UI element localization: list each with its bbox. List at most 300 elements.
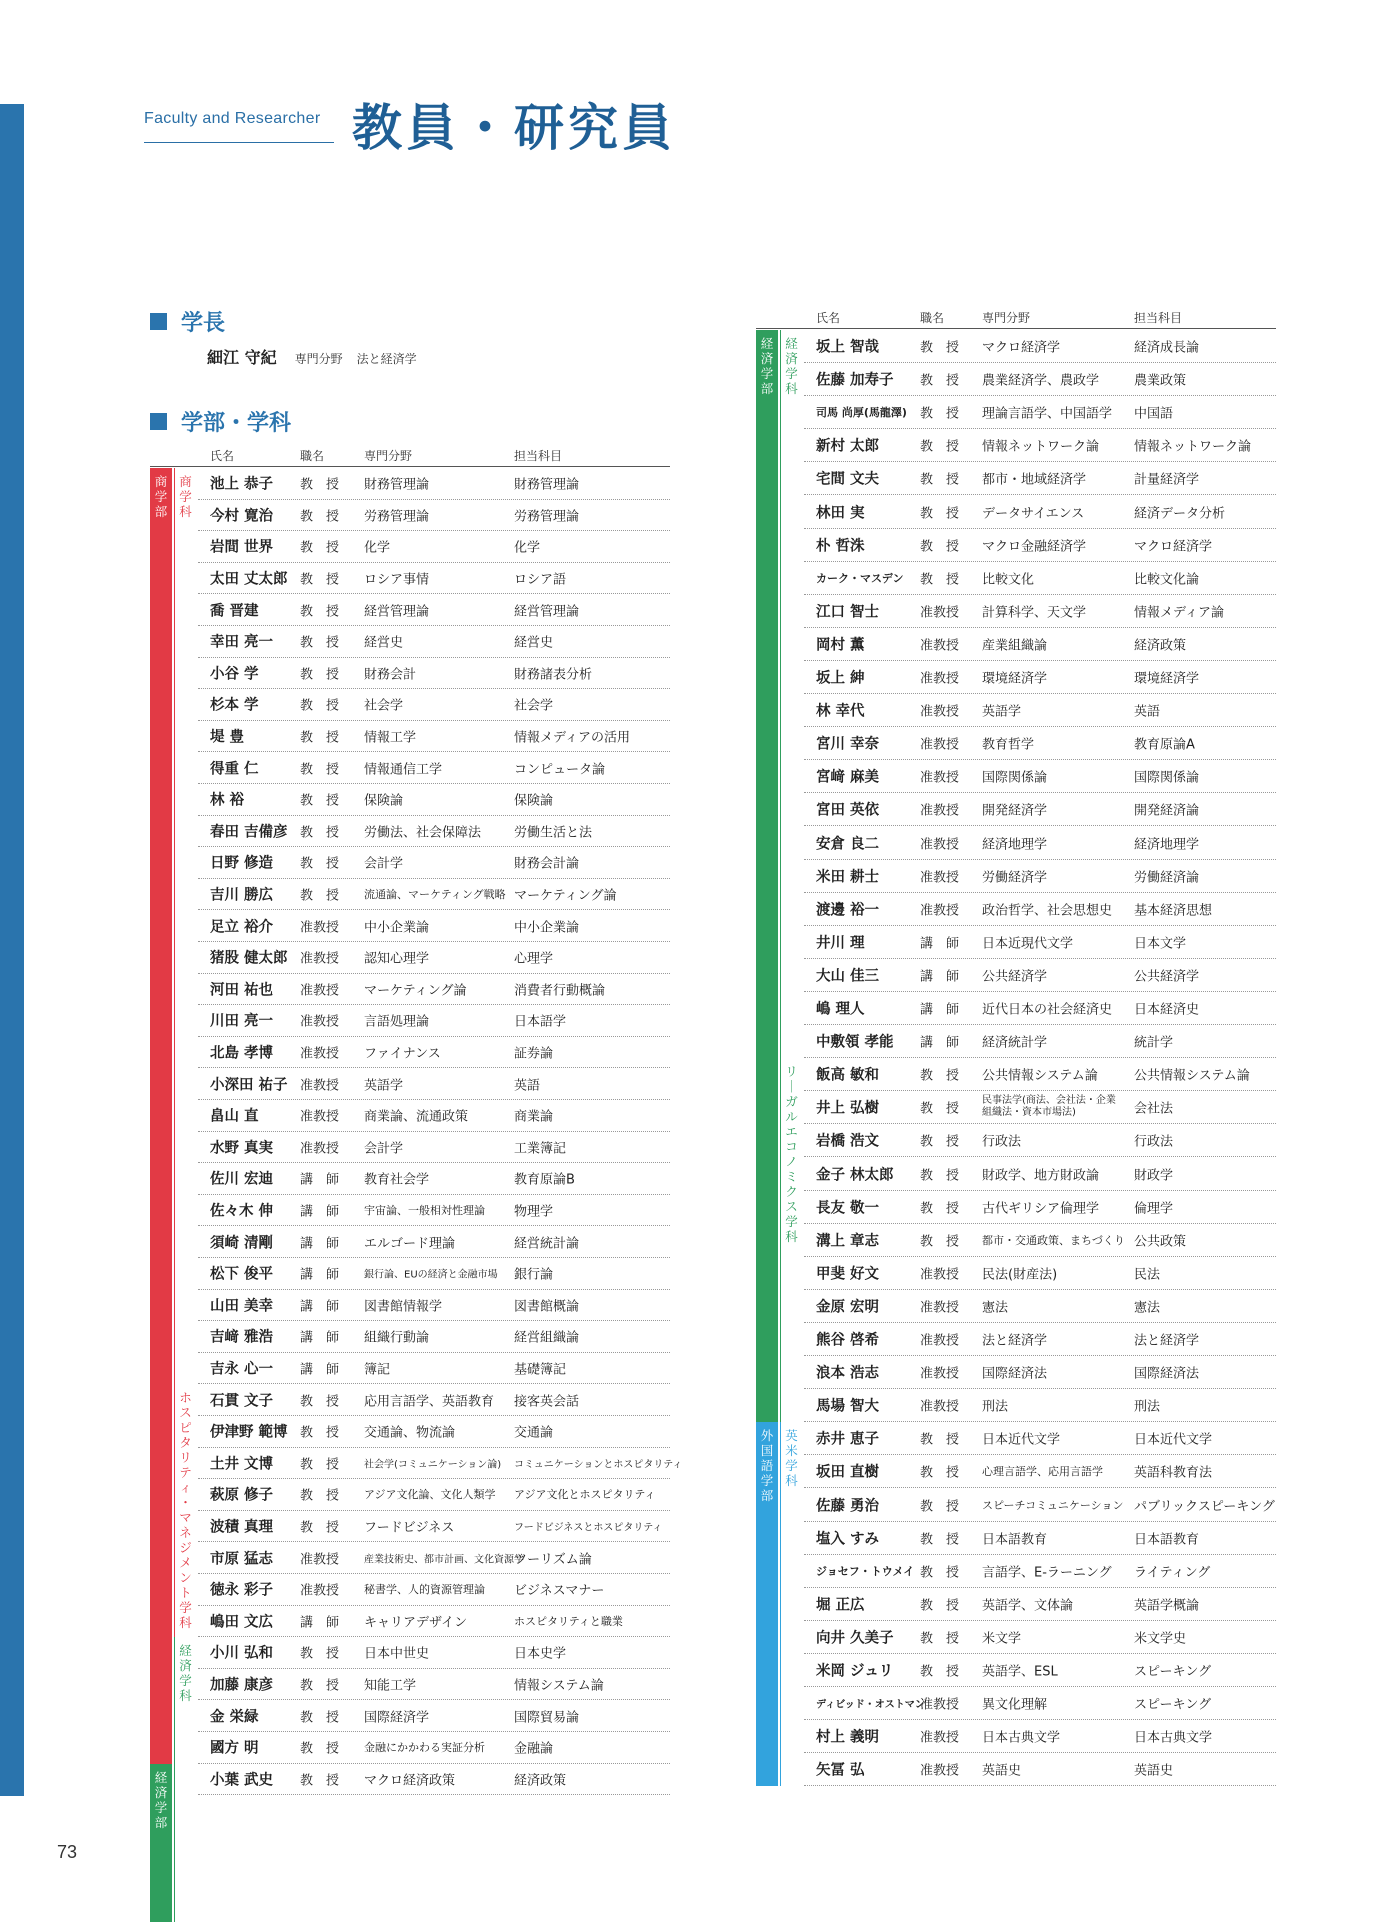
department-subject-char: コ — [785, 1139, 798, 1155]
department-subject-char: ク — [785, 1184, 798, 1200]
faculty-title: 准教授 — [920, 1763, 960, 1779]
faculty-subject: 中国語 — [1134, 406, 1174, 422]
faculty-name: 波積 真理 — [210, 1519, 274, 1536]
department-subject-char: ル — [785, 1109, 798, 1125]
faculty-name: 岩間 世界 — [210, 539, 274, 556]
faculty-title: 教 授 — [920, 340, 960, 356]
faculty-subject: 経営統計論 — [514, 1236, 580, 1252]
faculty-name: 國方 明 — [210, 1740, 259, 1757]
table-row — [804, 992, 1276, 1025]
table-header — [150, 444, 670, 467]
table-row — [804, 429, 1276, 462]
faculty-title: 准教授 — [300, 1109, 340, 1125]
table-row — [198, 689, 670, 721]
faculty-title: 教 授 — [920, 1664, 960, 1680]
faculty-field: 英語学、ESL — [982, 1664, 1058, 1680]
faculty-subject: 銀行論 — [514, 1267, 554, 1283]
faculty-subject: 基本経済思想 — [1134, 903, 1213, 919]
faculty-name: 岡村 薫 — [816, 637, 865, 654]
department-band-char: 部 — [154, 1814, 168, 1830]
department-band — [150, 1764, 172, 1922]
department-subject-char: 英 — [785, 1428, 798, 1444]
faculty-name: 渡邊 裕一 — [816, 902, 880, 919]
faculty-title: 教 授 — [300, 604, 340, 620]
table-row — [804, 396, 1276, 429]
square-bullet-icon — [150, 313, 167, 330]
faculty-field: 開発経済学 — [982, 803, 1048, 819]
faculty-field: 社会学(コミュニケーション論) — [364, 1459, 502, 1471]
faculty-name: 宮田 英依 — [816, 802, 880, 819]
table-row — [198, 1732, 670, 1764]
faculty-title: 教 授 — [920, 1432, 960, 1448]
faculty-field: ファイナンス — [364, 1046, 441, 1062]
faculty-subject: 商業論 — [514, 1109, 554, 1125]
faculty-title: 准教授 — [300, 1078, 340, 1094]
faculty-field: 政治哲学、社会思想史 — [982, 903, 1113, 919]
faculty-subject: 消費者行動概論 — [514, 983, 606, 999]
faculty-title: 講 師 — [920, 936, 960, 952]
faculty-field: 宇宙論、一般相対性理論 — [364, 1204, 485, 1218]
faculty-title: 講 師 — [920, 969, 960, 985]
faculty-field: 応用言語学、英語教育 — [364, 1394, 495, 1410]
faculty-title: 准教授 — [920, 870, 960, 886]
faculty-field: 中小企業論 — [364, 920, 430, 936]
table-row — [804, 462, 1276, 495]
faculty-title: 教 授 — [920, 373, 960, 389]
faculty-title: 教 授 — [920, 539, 960, 555]
faculty-title: 准教授 — [300, 1552, 340, 1568]
faculty-title: 講 師 — [300, 1172, 340, 1188]
faculty-name: 井上 弘樹 — [816, 1100, 880, 1117]
table-row — [198, 1511, 670, 1543]
faculty-field: 行政法 — [982, 1134, 1022, 1150]
faculty-name: 小川 弘和 — [210, 1645, 274, 1662]
faculty-subject: 日本史学 — [514, 1646, 567, 1662]
table-row — [198, 1258, 670, 1290]
faculty-name: 坂田 直樹 — [816, 1464, 880, 1481]
table-row — [804, 1191, 1276, 1224]
header-english-title: Faculty and Researcher — [144, 110, 321, 127]
department-band-char: 学 — [154, 489, 168, 504]
faculty-field: 公共情報システム論 — [982, 1068, 1098, 1084]
faculty-name: 小谷 学 — [210, 666, 259, 683]
department-subject-char: 学 — [179, 489, 192, 504]
faculty-title: 准教授 — [920, 704, 960, 720]
faculty-field: 労働法、社会保障法 — [364, 825, 482, 841]
table-row — [804, 1257, 1276, 1290]
faculty-field: 経済統計学 — [982, 1035, 1048, 1051]
faculty-subject: 民法 — [1134, 1267, 1161, 1283]
department-subject-char: ィ — [179, 1480, 192, 1496]
faculty-section-label: 学部・学科 — [181, 411, 292, 436]
faculty-field: キャリアデザイン — [364, 1615, 468, 1631]
faculty-field: 情報工学 — [364, 730, 417, 746]
faculty-field: 認知心理学 — [364, 951, 430, 967]
column-header-subject: 担当科目 — [1134, 311, 1183, 325]
faculty-field: 産業組織論 — [982, 638, 1048, 654]
faculty-name: 徳永 彩子 — [210, 1582, 274, 1599]
faculty-title: 准教授 — [300, 1014, 340, 1030]
faculty-subject: 法と経済学 — [1134, 1333, 1200, 1349]
faculty-name: 今村 寛治 — [210, 508, 274, 525]
faculty-name: 赤井 恵子 — [816, 1431, 880, 1448]
faculty-title: 講 師 — [300, 1330, 340, 1346]
faculty-name: 吉﨑 雅浩 — [210, 1329, 274, 1346]
faculty-subject: 情報システム論 — [514, 1678, 604, 1694]
table-row — [804, 860, 1276, 893]
table-row — [804, 1290, 1276, 1323]
faculty-field: 都市・交通政策、まちづくり — [982, 1233, 1125, 1247]
department-subject-char: ン — [179, 1570, 192, 1586]
faculty-title: 教 授 — [920, 1234, 960, 1250]
faculty-name: 向井 久美子 — [816, 1630, 894, 1647]
faculty-name: 林 幸代 — [816, 703, 865, 720]
department-subject-char: 科 — [785, 381, 798, 396]
faculty-title: 教 授 — [300, 1773, 340, 1789]
department-subject-char: 学 — [785, 366, 798, 381]
faculty-field: 環境経済学 — [982, 671, 1048, 687]
department-band-char: 外 — [760, 1428, 774, 1444]
department-subject-char: 済 — [179, 1658, 192, 1674]
faculty-name: 朴 哲洙 — [816, 538, 865, 555]
table-row — [804, 694, 1276, 727]
faculty-title: 准教授 — [920, 737, 960, 753]
faculty-name: 吉川 勝広 — [210, 887, 274, 904]
faculty-title: 准教授 — [920, 1697, 960, 1713]
table-row — [804, 1422, 1276, 1455]
faculty-subject: ホスピタリティと職業 — [514, 1614, 623, 1628]
faculty-title: 教 授 — [300, 793, 340, 809]
table-row — [198, 594, 670, 626]
department-subject-char: 学 — [785, 1214, 798, 1230]
faculty-subject: 経営管理論 — [514, 604, 580, 620]
faculty-name: 馬場 智大 — [816, 1398, 880, 1415]
table-row — [198, 1100, 670, 1132]
faculty-subject: 会社法 — [1134, 1101, 1174, 1117]
faculty-title: 准教授 — [300, 1583, 340, 1599]
department-band-char: 学 — [760, 1473, 774, 1489]
faculty-field: 労働経済学 — [982, 870, 1048, 886]
faculty-subject: 日本近代文学 — [1134, 1432, 1213, 1448]
faculty-name: 長友 敬一 — [816, 1200, 880, 1217]
table-row — [198, 500, 670, 532]
faculty-name: 中敷領 孝能 — [816, 1034, 894, 1051]
faculty-title: 講 師 — [300, 1236, 340, 1252]
faculty-field: マクロ経済政策 — [364, 1773, 456, 1789]
table-row — [198, 1542, 670, 1574]
faculty-field: 化学 — [364, 540, 391, 556]
department-band-char: 経 — [760, 336, 774, 351]
faculty-title: 准教授 — [920, 1399, 960, 1415]
faculty-subject: 労働経済論 — [1134, 870, 1200, 886]
department-subject-label — [174, 1637, 196, 1921]
table-row — [198, 1037, 670, 1069]
faculty-name: 大山 佳三 — [816, 968, 880, 985]
faculty-subject: スピーキング — [1134, 1664, 1212, 1680]
department-subject-char: ス — [179, 1405, 192, 1421]
table-row — [804, 827, 1276, 860]
faculty-name: 佐川 宏迪 — [210, 1171, 274, 1188]
faculty-title: 准教授 — [300, 983, 340, 999]
department-subject-char: リ — [785, 1064, 798, 1080]
table-row — [804, 496, 1276, 529]
department-subject-char: ｜ — [785, 1079, 798, 1095]
faculty-name: 金 栄緑 — [210, 1709, 259, 1726]
table-row — [198, 942, 670, 974]
faculty-field: 憲法 — [982, 1300, 1009, 1316]
faculty-subject: 比較文化論 — [1134, 572, 1200, 588]
table-row — [198, 1132, 670, 1164]
faculty-title: 教 授 — [920, 1101, 960, 1117]
faculty-title: 教 授 — [920, 1068, 960, 1084]
faculty-subject: 英語科教育法 — [1134, 1465, 1213, 1481]
faculty-subject: 開発経済論 — [1134, 803, 1200, 819]
president-field: 法と経済学 — [356, 352, 417, 366]
faculty-subject: 農業政策 — [1134, 373, 1187, 389]
faculty-name: 松下 俊平 — [210, 1266, 274, 1283]
faculty-subject: 日本経済史 — [1134, 1002, 1200, 1018]
faculty-field: 法と経済学 — [982, 1333, 1048, 1349]
faculty-subject: 心理学 — [514, 951, 554, 967]
table-row — [804, 727, 1276, 760]
faculty-subject: 統計学 — [1134, 1035, 1174, 1051]
faculty-name: 溝上 章志 — [816, 1233, 880, 1250]
faculty-field: 情報ネットワーク論 — [982, 439, 1100, 455]
department-subject-label — [174, 468, 196, 1384]
department-subject-char: メ — [179, 1555, 192, 1571]
faculty-subject: 日本語教育 — [1134, 1532, 1200, 1548]
faculty-name: 吉永 心一 — [210, 1361, 274, 1378]
department-subject-char: 済 — [785, 351, 798, 366]
faculty-title: 教 授 — [300, 1425, 340, 1441]
faculty-subject: 日本文学 — [1134, 936, 1187, 952]
faculty-field: 教育社会学 — [364, 1172, 430, 1188]
faculty-subject: 金融論 — [514, 1741, 554, 1757]
faculty-field: 計算科学、天文学 — [982, 605, 1087, 621]
table-row — [804, 661, 1276, 694]
faculty-name: 河田 祐也 — [210, 982, 274, 999]
table-row — [804, 893, 1276, 926]
faculty-field: 英語史 — [982, 1763, 1022, 1779]
table-row — [198, 531, 670, 563]
faculty-name: 飯高 敏和 — [816, 1067, 880, 1084]
faculty-name: 杉本 学 — [210, 697, 259, 714]
department-subject-label — [780, 1422, 802, 1786]
table-row — [198, 752, 670, 784]
department-subject-char: 商 — [179, 474, 192, 489]
faculty-title: 教 授 — [920, 1598, 960, 1614]
faculty-title: 准教授 — [920, 638, 960, 654]
faculty-field: 知能工学 — [364, 1678, 417, 1694]
faculty-field: 会計学 — [364, 856, 404, 872]
faculty-field: 近代日本の社会経済史 — [982, 1002, 1113, 1018]
faculty-field: 民事法学(商法、会社法・企業組織法・資本市場法) — [982, 1095, 1116, 1119]
faculty-field: 英語学、文体論 — [982, 1598, 1074, 1614]
faculty-field: マクロ金融経済学 — [982, 539, 1087, 555]
president-section-heading — [150, 306, 225, 337]
faculty-name: 岩橋 浩文 — [816, 1133, 880, 1150]
faculty-title: 教 授 — [300, 762, 340, 778]
faculty-title: 准教授 — [920, 903, 960, 919]
faculty-field: 日本中世史 — [364, 1646, 430, 1662]
department-band — [756, 330, 778, 1422]
faculty-name: 坂上 智哉 — [816, 339, 880, 356]
faculty-subject: 公共経済学 — [1134, 969, 1200, 985]
faculty-title: 教 授 — [300, 572, 340, 588]
faculty-name: ディビッド・オストマン — [816, 1699, 925, 1711]
faculty-subject: 図書館概論 — [514, 1299, 580, 1315]
faculty-subject: 英語史 — [1134, 1763, 1174, 1779]
faculty-subject: 経営組織論 — [514, 1330, 580, 1346]
table-row — [804, 628, 1276, 661]
faculty-title: 教 授 — [300, 888, 340, 904]
column-header-subject: 担当科目 — [514, 449, 563, 463]
faculty-subject: 憲法 — [1134, 1300, 1161, 1316]
department-subject-char: 学 — [179, 1673, 192, 1689]
table-row — [804, 330, 1276, 363]
faculty-name: 林田 実 — [816, 505, 865, 522]
table-row — [804, 959, 1276, 992]
faculty-name: 安倉 良二 — [816, 836, 880, 853]
table-row — [198, 910, 670, 942]
department-band-char: 学 — [760, 366, 774, 381]
faculty-title: 教 授 — [920, 1465, 960, 1481]
faculty-field: アジア文化論、文化人類学 — [364, 1488, 496, 1502]
table-row — [804, 1091, 1276, 1124]
department-subject-char: 科 — [785, 1473, 798, 1489]
faculty-title: 准教授 — [920, 770, 960, 786]
department-band-char: 国 — [760, 1443, 774, 1459]
faculty-subject: 経済地理学 — [1134, 837, 1200, 853]
faculty-title: 教 授 — [920, 1168, 960, 1184]
faculty-subject: 公共政策 — [1134, 1234, 1187, 1250]
faculty-field: 財務管理論 — [364, 477, 430, 493]
faculty-subject: 労働生活と法 — [514, 825, 593, 841]
faculty-title: 講 師 — [300, 1204, 340, 1220]
faculty-field: 言語学、E-ラーニング — [982, 1565, 1112, 1581]
table-row — [804, 1224, 1276, 1257]
table-row — [198, 1321, 670, 1353]
faculty-name: 嶋田 文広 — [210, 1614, 274, 1631]
department-subject-char: ノ — [785, 1154, 798, 1170]
faculty-title: 准教授 — [300, 1141, 340, 1157]
table-row — [804, 1654, 1276, 1687]
department-subject-char: ガ — [785, 1094, 798, 1110]
faculty-subject: アジア文化とホスピタリティ — [514, 1488, 656, 1502]
table-row — [804, 926, 1276, 959]
department-subject-char: タ — [179, 1435, 192, 1451]
table-row — [804, 1058, 1276, 1091]
faculty-subject: 公共情報システム論 — [1134, 1068, 1250, 1084]
faculty-name: 新村 太郎 — [816, 438, 880, 455]
faculty-name: 甲斐 好文 — [816, 1266, 880, 1283]
department-subject-char: リ — [179, 1450, 192, 1466]
faculty-subject: 中小企業論 — [514, 920, 580, 936]
faculty-name: 浪本 浩志 — [816, 1365, 880, 1382]
square-bullet-icon — [150, 413, 167, 430]
faculty-field: 心理言語学、応用言語学 — [982, 1465, 1103, 1479]
page-title: 教員・研究員 — [352, 99, 676, 157]
faculty-subject: 経済データ分析 — [1134, 506, 1226, 522]
faculty-subject: パブリックスピーキング — [1134, 1499, 1275, 1515]
department-subject-char: ピ — [179, 1420, 192, 1436]
department-subject-char: ネ — [179, 1525, 192, 1541]
faculty-name: 堤 豊 — [210, 729, 245, 746]
department-subject-char: 経 — [179, 1643, 192, 1659]
faculty-subject: ビジネスマナー — [514, 1583, 605, 1599]
table-row — [198, 784, 670, 816]
table-row — [198, 1384, 670, 1416]
faculty-subject: 国際関係論 — [1134, 770, 1200, 786]
department-subject-char: マ — [179, 1510, 192, 1526]
table-row — [804, 1158, 1276, 1191]
faculty-subject: 情報メディアの活用 — [514, 730, 630, 746]
faculty-name: 堀 正広 — [816, 1597, 865, 1614]
faculty-field: 図書館情報学 — [364, 1299, 443, 1315]
faculty-field: 国際関係論 — [982, 770, 1048, 786]
faculty-title: 准教授 — [300, 951, 340, 967]
faculty-title: 教 授 — [920, 1631, 960, 1647]
faculty-subject: ツーリズム論 — [514, 1552, 592, 1568]
faculty-field: 保険論 — [364, 793, 404, 809]
table-row — [198, 468, 670, 500]
faculty-field: 国際経済学 — [364, 1710, 430, 1726]
faculty-field: データサイエンス — [982, 506, 1085, 522]
faculty-subject: 刑法 — [1134, 1399, 1161, 1415]
faculty-subject: 倫理学 — [1134, 1201, 1174, 1217]
faculty-subject: 日本古典文学 — [1134, 1730, 1213, 1746]
faculty-title: 教 授 — [300, 1394, 340, 1410]
faculty-subject: 社会学 — [514, 698, 554, 714]
faculty-field: 日本語教育 — [982, 1532, 1048, 1548]
department-subject-char: 科 — [785, 1229, 798, 1245]
faculty-name: 嶋 理人 — [816, 1001, 865, 1018]
table-row — [804, 1389, 1276, 1422]
faculty-subject: 情報ネットワーク論 — [1134, 439, 1252, 455]
faculty-name: 熊谷 啓希 — [816, 1332, 880, 1349]
table-row — [198, 1416, 670, 1448]
faculty-subject: 経済政策 — [1134, 638, 1187, 654]
column-header-field: 専門分野 — [364, 449, 413, 463]
table-row — [804, 1356, 1276, 1389]
faculty-subject: 英語 — [1134, 704, 1161, 720]
faculty-name: 小葉 武史 — [210, 1772, 274, 1789]
faculty-title: 准教授 — [920, 1333, 960, 1349]
faculty-field: 農業経済学、農政学 — [982, 373, 1100, 389]
department-band-char: 部 — [154, 504, 168, 519]
faculty-field: 簿記 — [364, 1362, 391, 1378]
table-row — [198, 658, 670, 690]
department-subject-char: ・ — [179, 1495, 192, 1511]
faculty-field: 経営史 — [364, 635, 404, 651]
faculty-name: 小深田 祐子 — [210, 1077, 288, 1094]
faculty-title: 教 授 — [300, 1741, 340, 1757]
faculty-field: 米文学 — [982, 1631, 1022, 1647]
faculty-title: 准教授 — [300, 1046, 340, 1062]
faculty-field: 社会学 — [364, 698, 404, 714]
column-header-name: 氏名 — [816, 311, 841, 325]
department-band-char: 語 — [760, 1458, 774, 1474]
faculty-name: 宮﨑 麻美 — [816, 769, 880, 786]
faculty-title: 教 授 — [300, 1678, 340, 1694]
faculty-subject: 行政法 — [1134, 1134, 1174, 1150]
department-subject-char: ト — [179, 1585, 192, 1601]
table-row — [804, 1687, 1276, 1720]
president-section-label: 学長 — [181, 311, 226, 336]
faculty-subject: 保険論 — [514, 793, 554, 809]
table-row — [804, 1588, 1276, 1621]
page-number: 73 — [57, 1842, 78, 1862]
